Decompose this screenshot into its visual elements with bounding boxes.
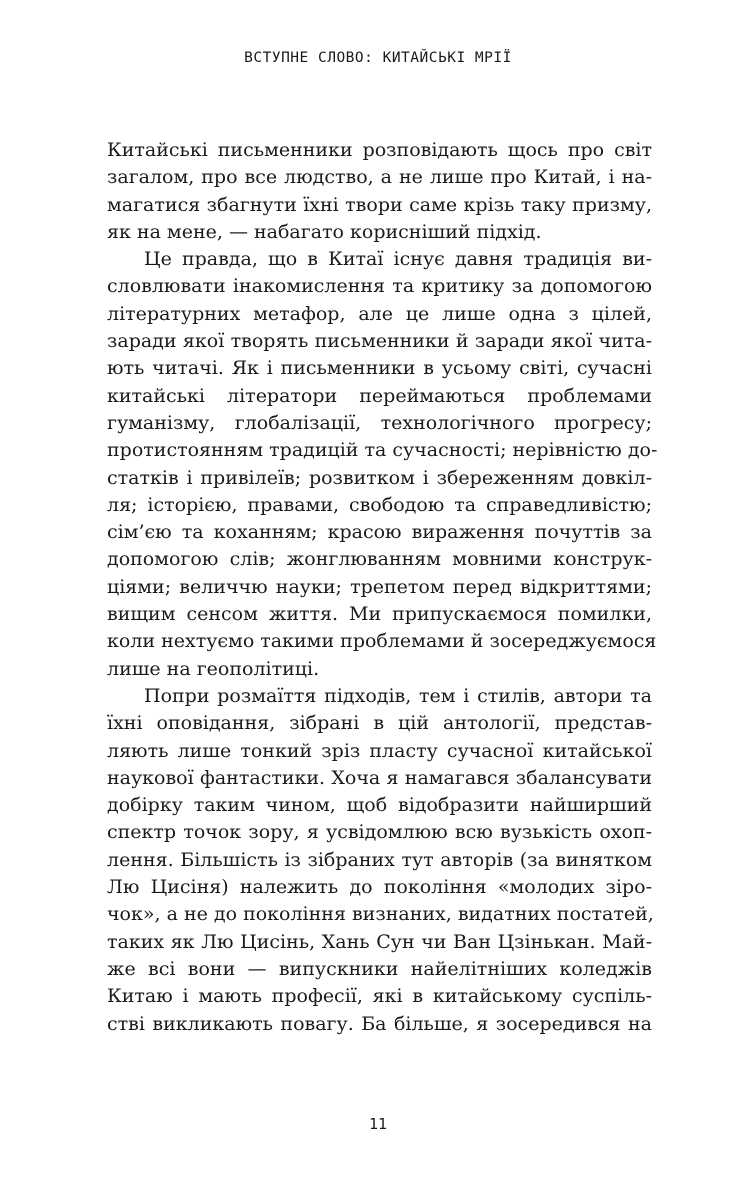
text-line: лення. Більшість із зібраних тут авторів (за винятком <box>107 848 652 871</box>
text-line: Китайські письменники розповідають щось про світ <box>107 139 652 161</box>
text-line: ля; історією, правами, свободою та справедливістю; <box>107 493 652 516</box>
text-line: сім’єю та коханням; красою вираження почуттів за <box>107 521 652 544</box>
text-line: наукової фантастики. Хоча я намагався збалансувати <box>107 766 652 789</box>
text-line: китайські літератори переймаються проблемами <box>107 384 652 407</box>
text-line: чок», а не до покоління визнаних, видатних постатей, <box>107 903 654 926</box>
text-line: магатися збагнути їхні твори саме крізь таку призму, <box>107 193 652 216</box>
text-line: же всі вони — випускники найелітніших коледжів <box>107 957 652 980</box>
paragraph <box>107 683 652 1038</box>
text-line: ють читачі. Як і письменники в усьому світі, сучасні <box>107 357 652 380</box>
running-header: ВСТУПНЕ СЛОВО: КИТАЙСЬКІ МРІЇ <box>244 50 512 66</box>
text-line: спектр точок зору, я усвідомлюю всю вузькість охоп- <box>107 821 652 844</box>
text-line: літературних метафор, але це лише одна з цілей, <box>107 302 652 325</box>
text-line: як на мене, — набагато корисніший підхід. <box>107 220 542 243</box>
paragraph <box>107 246 658 683</box>
text-line: допомогою слів; жонглюванням мовними конструк- <box>107 548 652 571</box>
text-line: гуманізму, глобалізації, технологічного прогресу; <box>107 411 652 434</box>
text-line: Попри розмаїття підходів, тем і стилів, автори та <box>144 684 652 707</box>
text-line: Це правда, що в Китаї існує давня традиція ви- <box>144 248 652 271</box>
text-line: заради якої творять письменники й заради якої чита- <box>107 330 652 353</box>
text-line: протистоянням традицій та сучасності; нерівністю до- <box>107 439 658 462</box>
text-line: словлювати інакомислення та критику за допомогою <box>107 275 652 298</box>
text-line: їхні оповідання, зібрані в цій антології, представ- <box>107 712 652 735</box>
paragraph <box>107 137 652 246</box>
text-line: добірку таким чином, щоб відобразити найширший <box>107 794 652 817</box>
text-line: вищим сенсом життя. Ми припускаємося помилки, <box>107 603 652 626</box>
page-number: 11 <box>368 1115 388 1133</box>
text-line: таких як Лю Цисінь, Хань Сун чи Ван Цзінькан. Май- <box>107 930 652 953</box>
text-line: загалом, про все людство, а не лише про Китай, і на- <box>107 166 652 189</box>
text-line: лише на геополітиці. <box>107 657 320 680</box>
text-line: стві викликають повагу. Ба більше, я зосередився на <box>107 1012 652 1035</box>
text-line: коли нехтуємо такими проблемами й зосереджуємося <box>107 630 657 653</box>
text-line: статків і привілеїв; розвитком і збереженням довкіл- <box>107 466 652 489</box>
body-text <box>107 137 658 1038</box>
text-line: ціями; величчю науки; трепетом перед відкриттями; <box>107 575 652 598</box>
text-line: Китаю і мають професії, які в китайському суспіль- <box>107 985 652 1008</box>
text-line: ляють лише тонкий зріз пласту сучасної китайської <box>107 739 652 762</box>
text-line: Лю Цисіня) належить до покоління «молодих зіро- <box>107 876 652 899</box>
